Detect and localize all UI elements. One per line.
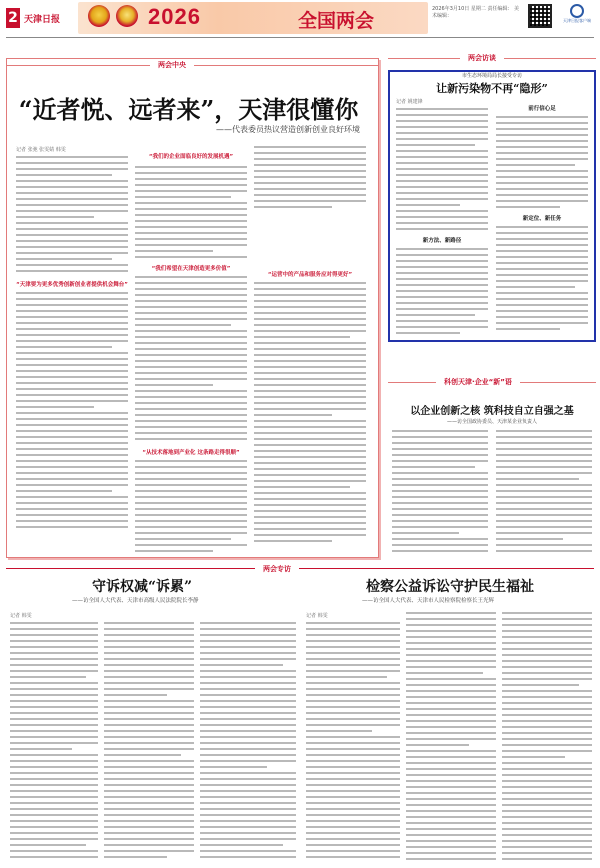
bottom-right-headline: 检察公益诉讼守护民生福祉 <box>366 579 534 595</box>
bottom-column-4 <box>306 622 400 862</box>
interview-byline: 记者 姚建锋 <box>396 99 423 105</box>
lead-byline: 记者 张弛 张雯婧 韩雯 <box>16 147 66 153</box>
page-number: 2 <box>6 8 20 28</box>
interview-subhead-1: 前行信心足 <box>528 106 556 112</box>
lead-column-2 <box>135 166 247 262</box>
banner-year: 2026 <box>148 4 201 29</box>
masthead <box>0 0 600 36</box>
paper-name: 天津日报 <box>24 15 61 25</box>
lead-headline: “近者悦、远者来”，天津很懂你 <box>18 95 359 124</box>
bottom-column-1 <box>10 622 98 862</box>
bottom-right-subhead: ——访全国人大代表、天津市人民检察院检察长王光辉 <box>362 598 495 604</box>
science-title: 以企业创新之核 筑科技自立自强之基 <box>410 406 574 417</box>
app-logo <box>560 4 594 30</box>
interview-column-2 <box>496 116 588 212</box>
lead-column-1b <box>16 292 128 532</box>
lead-column-2c <box>135 460 247 556</box>
lead-subhead-5: “从技术落地到产业化 这条路走得很顺” <box>142 450 240 456</box>
lead-section-tag: 两会中央 <box>150 58 194 72</box>
banner-event: 全国两会 <box>298 10 375 32</box>
bottom-left-byline: 记者 韩雯 <box>10 613 32 619</box>
interview-kicker: 市生态环境局局长接受专访 <box>461 73 522 79</box>
bottom-left-subhead: ——访全国人大代表、天津市高级人民法院院长李静 <box>72 598 199 604</box>
lead-column-3b <box>254 282 366 546</box>
science-column-1 <box>392 430 488 556</box>
lead-subhead-1: “我们的企业面临良好的发展机遇” <box>148 154 234 160</box>
lead-subhead: ——代表委员热议营造创新创业良好环境 <box>216 125 360 134</box>
lead-column-1 <box>16 156 128 276</box>
bottom-column-3 <box>200 622 296 862</box>
science-section-tag: 科创天津·企业“新”语 <box>436 375 520 389</box>
interview-section-tag: 两会访谈 <box>460 51 504 65</box>
bottom-right-byline: 记者 韩雯 <box>306 613 328 619</box>
qr-code-icon[interactable] <box>528 4 552 28</box>
lead-subhead-4: “运营中的产品和服务应对得更好” <box>267 272 353 278</box>
interview-column-2b <box>496 226 588 334</box>
lead-subhead-2: “天津要为更多优秀创新创业者提供机会舞台” <box>16 282 128 288</box>
bottom-column-2 <box>104 622 194 862</box>
bottom-rule <box>6 568 594 569</box>
interview-column-1 <box>396 108 488 234</box>
interview-title: 让新污染物不再“隐形” <box>436 82 548 95</box>
app-logo-label: 天津日报客户端 <box>563 18 591 23</box>
interview-subhead-2: 新方法、新路径 <box>422 238 462 244</box>
app-logo-icon <box>570 4 584 18</box>
national-emblem-icon <box>88 5 110 27</box>
science-subtitle: ——访全国政协委员、天津某企业负责人 <box>446 419 537 425</box>
lead-subhead-3: “我们希望在天津创造更多价值” <box>151 266 231 272</box>
lead-column-3 <box>254 146 366 212</box>
bottom-left-headline: 守诉权减“诉累” <box>92 579 193 595</box>
bottom-column-5 <box>406 612 496 864</box>
cppcc-emblem-icon <box>116 5 138 27</box>
interview-column-1b <box>396 248 488 338</box>
interview-subhead-3: 新定位、新任务 <box>522 216 562 222</box>
science-column-2 <box>496 430 592 556</box>
top-rule <box>6 37 594 38</box>
bottom-section-tag: 两会专访 <box>255 562 299 576</box>
lead-column-2b <box>135 276 247 444</box>
date-line: 2026年3月10日 星期二 责任编辑： 美术编辑： <box>432 6 520 19</box>
bottom-column-6 <box>502 612 592 864</box>
